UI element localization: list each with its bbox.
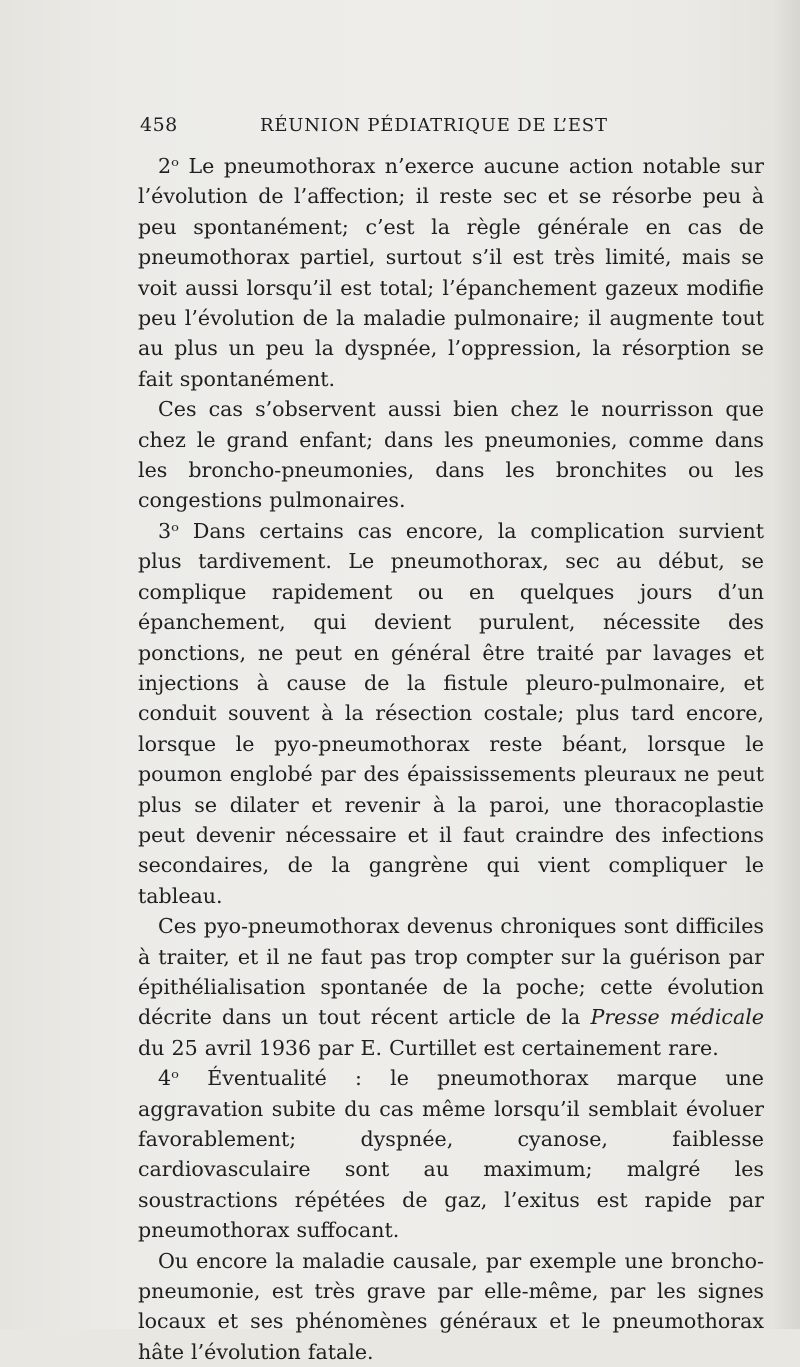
page-header xyxy=(140,112,608,138)
paragraph-chronic-start: Ces pyo-pneumothorax devenus chroniques sont difficiles à traiter, et il ne faut pas trop compter sur la guérison par épithélialisation spontanée de la poche; cette évolution décrite dans un tout récent article de la xyxy=(138,914,764,1030)
paragraph-cases: Ces cas s’observent aussi bien chez le nourrisson que chez le grand enfant; dans les pneumonies, comme dans les broncho-pneumonies, dans les bronchites ou les congestions pulmonaires. xyxy=(138,397,764,513)
paragraph-chronic-end: du 25 avril 1936 par E. Curtillet est certainement rare. xyxy=(138,1035,719,1060)
running-head: RÉUNION PÉDIATRIQUE DE L’EST xyxy=(260,114,608,136)
journal-title: Presse médicale xyxy=(590,1005,764,1030)
paragraph-causal: Ou encore la maladie causale, par exemple une broncho-pneumonie, est très grave par elle-même, par les signes locaux et ses phénomènes généraux et le pneumothorax hâte l’évolution fatale. xyxy=(138,1248,764,1364)
page-edge-shadow xyxy=(772,0,800,1329)
page-number: 458 xyxy=(140,114,178,136)
body-text xyxy=(138,151,764,1367)
paragraph-chronic xyxy=(138,911,764,1063)
paragraph-3: 3ᵒ Dans certains cas encore, la complication survient plus tardivement. Le pneumothorax, sec au début, se complique rapidement ou en quelques jours d’un épanchement, qui devient purulent, nécessite des ponctions, ne peut en général être traité par lavages et injections à cause de la fistule pleuro-pulmonaire, et conduit souvent à la résection costale; plus tard encore, lorsque le pyo-pneumothorax reste béant, lorsque le poumon englobé par des épaississements pleuraux ne peut plus se dilater et revenir à la paroi, une thoracoplastie peut devenir nécessaire et il faut craindre des infections secondaires, de la gangrène qui vient compliquer le tableau. xyxy=(138,518,764,908)
paragraph-4: 4ᵒ Éventualité : le pneumothorax marque une aggravation subite du cas même lorsqu’il semblait évoluer favorablement; dyspnée, cyanose, faiblesse cardiovasculaire sont au maximum; malgré les soustractions répétées de gaz, l’exitus est rapide par pneumothorax suffocant. xyxy=(138,1066,764,1243)
paragraph-2: 2ᵒ Le pneumothorax n’exerce aucune action notable sur l’évolution de l’affection; il reste sec et se résorbe peu à peu spontanément; c’est la règle générale en cas de pneumothorax partiel, surtout s’il est très limité, mais se voit aussi lorsqu’il est total; l’épanchement gazeux modifie peu l’évolution de la maladie pulmonaire; il augmente tout au plus un peu la dyspnée, l’oppression, la résorption se fait spontanément. xyxy=(138,154,764,391)
